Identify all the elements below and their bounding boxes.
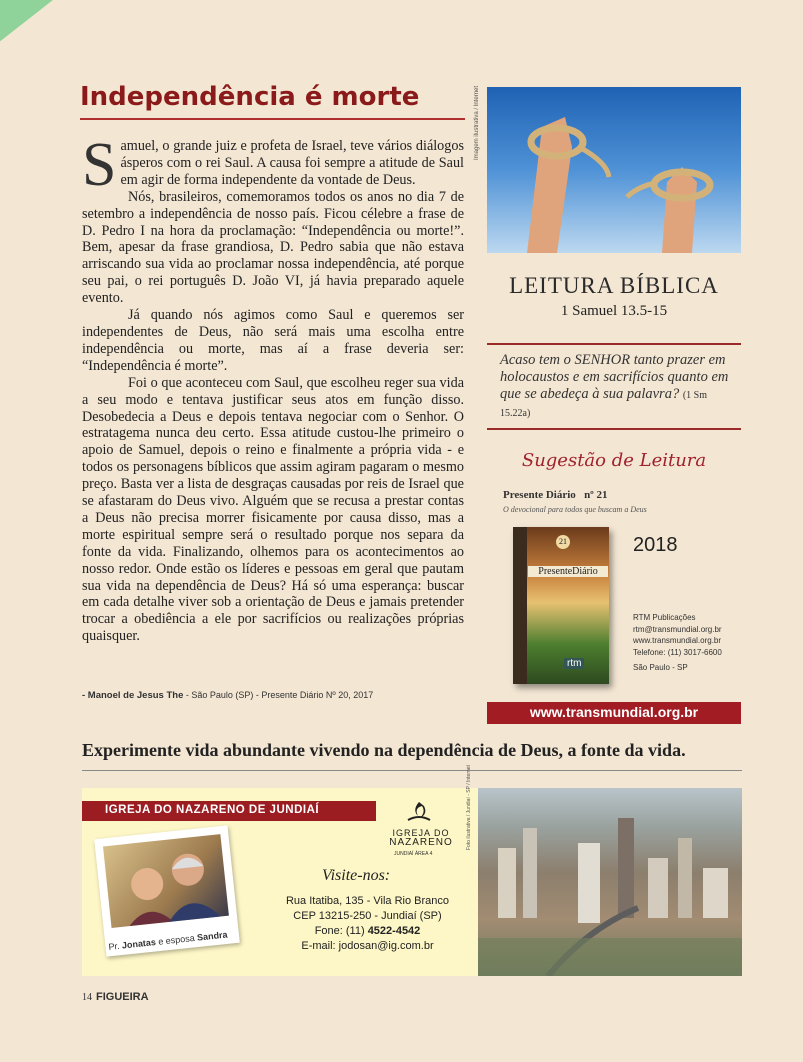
paragraph-2: Nós, brasileiros, comemoramos todos os anos no dia 7 de setembro a independência de nosso país. Ficou célebre a frase de D. Pedro I na hora da proclamação: “Independência ou morte!”. Bem, apesar da frase grandiosa, D. Pedro sabia que não estava arriscando sua vida ao proclamar nossa independência, até porque seu pai, o rei português D. João VI, já havia preparado aquele evento. bbox=[82, 188, 464, 307]
hands-rope-illustration bbox=[487, 87, 741, 253]
leitura-title: LEITURA BÍBLICA bbox=[509, 273, 719, 298]
quote-bottom-rule bbox=[487, 428, 741, 430]
url-link[interactable]: www.transmundial.org.br bbox=[529, 704, 699, 720]
slogan: Experimente vida abundante vivendo na dependência de Deus, a fonte da vida. bbox=[82, 740, 686, 760]
magazine-brand: FIGUEIRA bbox=[96, 991, 149, 1003]
nazarene-flame-icon bbox=[404, 800, 434, 824]
book-title: Presente Diário nº 21 bbox=[503, 489, 608, 501]
quote-top-rule bbox=[487, 343, 741, 345]
city-photo-credit: Foto ilustrativa / Jundiaí - SP / Internet bbox=[466, 765, 472, 850]
visit-heading: Visite-nos: bbox=[322, 867, 391, 884]
page-number: 14 bbox=[82, 992, 92, 1003]
city-photo bbox=[478, 788, 742, 976]
rtm-logo: rtm bbox=[564, 658, 584, 669]
nazarene-logo-text: IGREJA DO NAZARENO bbox=[389, 828, 453, 848]
pastor-photo-image bbox=[103, 834, 229, 928]
church-email[interactable]: E-mail: jodosan@ig.com.br bbox=[301, 940, 434, 952]
title-divider bbox=[80, 118, 465, 120]
broken-rope-photo bbox=[487, 87, 741, 253]
paragraph-4: Foi o que aconteceu com Saul, que escolheu reger sua vida a seu modo e tentava justificar seus atos em função disso. Desobedecia a Deus e depois tentava negociar com o Senhor. O estratagema nunca deu certo. Essa atitude custou-lhe primeiro o apoio de Samuel, depois o reino e finalmente a própria vida - e todos os personagens bíblicos que assim agiram pagaram o mesmo preço. Basta ver a lista de desgraças causadas por reis de Israel que se afastaram do Deus vivo. Alguém que se recusa a prestar contas a Deus não precisa morrer fisicamente por causa disso, mas a morte espiritual sempre será o resultado porque nos separa da fonte da vida. Finalizando, olhemos para os acontecimentos ao nosso redor. Onde estão os líderes e pessoas em geral que pautam sua vida na dependência de Deus? Há só uma esperança: buscar em cada detalhe viver sob a orientação de Deus e jamais pretender trocar a obediência a ele por sacrifícios ou realizações próprias quaisquer. bbox=[82, 374, 464, 645]
bible-quote: Acaso tem o SENHOR tanto prazer em holocaustos e em sacrifícios quanto em que se abedeça à sua palavra? (1 Sm 15.22a) bbox=[500, 352, 729, 419]
book-year: 2018 bbox=[633, 534, 678, 556]
church-phone: Fone: (11) 4522-4542 bbox=[314, 925, 421, 937]
leitura-reference: 1 Samuel 13.5-15 bbox=[560, 303, 668, 319]
sugestao-heading: Sugestão de Leitura bbox=[521, 450, 707, 471]
logo-subtitle: JUNDIAÍ ÁREA 4 bbox=[394, 851, 433, 857]
decor-stripe-green bbox=[0, 0, 168, 70]
church-address: Rua Itatiba, 135 - Vila Rio Branco CEP 13215-250 - Jundiaí (SP) Fone: (11) 4522-4542 E-mail: jodosan@ig.com.br bbox=[255, 894, 480, 954]
author-credit: - Manoel de Jesus The - São Paulo (SP) - Presente Diário Nº 20, 2017 bbox=[82, 690, 374, 701]
paragraph-3: Já quando nós agimos como Saul e queremos ser independentes de Deus, não será mais uma escolha entre independência ou morte, mas aí a frase deveria ser: “Independência é morte”. bbox=[82, 307, 464, 374]
book-spine bbox=[513, 527, 527, 684]
article-title: Independência é morte bbox=[80, 82, 420, 112]
book-cover bbox=[513, 527, 609, 684]
publisher-email[interactable]: rtm@transmundial.org.br bbox=[633, 624, 722, 634]
church-name: IGREJA DO NAZARENO DE JUNDIAÍ bbox=[105, 804, 320, 816]
book-cover-title: PresenteDiário bbox=[528, 566, 608, 577]
book-cover-badge: 21 bbox=[556, 535, 570, 549]
photo-credit: Imagem ilustrativa / Internet bbox=[474, 85, 480, 160]
publisher-info: RTM Publicações rtm@transmundial.org.br www.transmundial.org.br Telefone: (11) 3017-6600 São Paulo - SP bbox=[633, 613, 722, 672]
article-body bbox=[82, 131, 464, 645]
photo-caption: Pr. Jonatas e esposa Sandra bbox=[108, 929, 228, 952]
city-skyline-illustration bbox=[478, 788, 742, 976]
book-subtitle: O devocional para todos que buscam a Deus bbox=[503, 505, 647, 514]
slogan-divider bbox=[82, 770, 742, 771]
publisher-website[interactable]: www.transmundial.org.br bbox=[633, 636, 722, 645]
page-footer bbox=[82, 991, 149, 1003]
drop-cap: S bbox=[82, 131, 117, 199]
paragraph-1: Samuel, o grande juiz e profeta de Israel, teve vários diálogos ásperos com o rei Saul. A causa foi sempre a atitude de Saul em agir de forma independente da vontade de Deus. bbox=[82, 131, 464, 199]
